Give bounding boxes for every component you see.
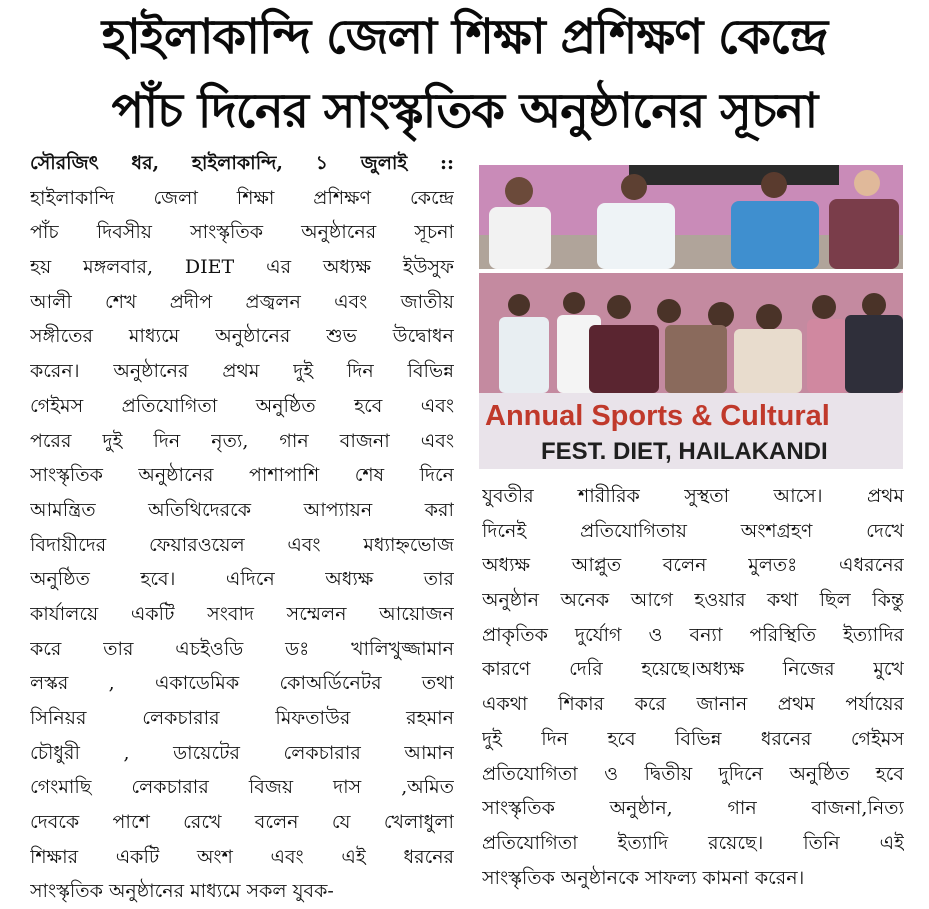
article-text-line: বিদায়ীদের ফেয়ারওয়েল এবং মধ্যাহ্নভোজ xyxy=(30,533,454,556)
article-text-line: আলী শেখ প্রদীপ প্রজ্বলন এবং জাতীয় xyxy=(30,290,454,313)
article-text-line: একথা শিকার করে জানান প্রথম পর্যায়ের xyxy=(482,693,904,716)
article-text-line: করে তার এচইওডি ডঃ খালিখুজ্জামান xyxy=(30,637,454,660)
article-text-line: দুই দিন হবে বিভিন্ন ধরনের গেইমস xyxy=(482,727,904,750)
event-photo-illustration xyxy=(479,165,903,469)
article-text-line: অনুষ্ঠিত হবে। এদিনে অধ্যক্ষ তার xyxy=(30,568,454,591)
article-text-line: সাংস্কৃতিক অনুষ্ঠানের পাশাপাশি শেষ দিনে xyxy=(30,464,454,487)
article-text-line: অনুষ্ঠান অনেক আগে হওয়ার কথা ছিল কিন্তু xyxy=(482,589,904,612)
article-text-line: কার্যালয়ে একটি সংবাদ সম্মেলন আয়োজন xyxy=(30,602,454,625)
article-text-line: প্রতিযোগিতা ও দ্বিতীয় দুদিনে অনুষ্ঠিত হবে xyxy=(482,762,904,785)
article-text-line: হাইলাকান্দি জেলা শিক্ষা প্রশিক্ষণ কেন্দ্রে xyxy=(30,186,454,209)
article-text-line: গেইমস প্রতিযোগিতা অনুষ্ঠিত হবে এবং xyxy=(30,394,454,417)
banner-title: Annual Sports & Cultural xyxy=(485,400,830,432)
article-right-column xyxy=(482,479,904,895)
banner-subtitle: FEST. DIET, HAILAKANDI xyxy=(541,438,828,465)
article-text-line: লস্কর , একাডেমিক কোঅর্ডিনেটর তথা xyxy=(30,672,454,695)
article-text-line: গেংমাছি লেকচারার বিজয় দাস ,অমিত xyxy=(30,776,454,799)
article-text-line: পাঁচ দিবসীয় সাংস্কৃতিক অনুষ্ঠানের সূচনা xyxy=(30,221,454,244)
article-text-line: আমন্ত্রিত অতিথিদেরকে আপ্যায়ন করা xyxy=(30,498,454,521)
article-text-line: সাংস্কৃতিক অনুষ্ঠান, গান বাজনা,নিত্য xyxy=(482,797,904,820)
article-text-line: চৌধুরী , ডায়েটের লেকচারার আমান xyxy=(30,741,454,764)
article-text-line: পরের দুই দিন নৃত্য, গান বাজনা এবং xyxy=(30,429,454,452)
event-photo xyxy=(479,165,903,469)
article-text-line: হয় মঙ্গলবার, DIET এর অধ্যক্ষ ইউসুফ xyxy=(30,256,454,279)
article-text-line: সাংস্কৃতিক অনুষ্ঠানকে সাফল্য কামনা করেন। xyxy=(482,866,805,889)
article-byline: সৌরজিৎ ধর, হাইলাকান্দি, ১ জুলাই :: xyxy=(30,152,454,174)
article-text-line: করেন। অনুষ্ঠানের প্রথম দুই দিন বিভিন্ন xyxy=(30,360,454,383)
article-text-line: প্রাকৃতিক দুর্যোগ ও বন্যা পরিস্থিতি ইত্যাদির xyxy=(482,623,904,646)
article-text-line: অধ্যক্ষ আপ্লুত বলেন মুলতঃ এধরনের xyxy=(482,554,904,577)
headline-line-2: পাঁচ দিনের সাংস্কৃতিক অনুষ্ঠানের সূচনা xyxy=(111,83,818,139)
article-text-line: সঙ্গীতের মাধ্যমে অনুষ্ঠানের শুভ উদ্বোধন xyxy=(30,325,454,348)
article-text-line: দেবকে পাশে রেখে বলেন যে খেলাধুলা xyxy=(30,811,454,834)
article-text-line: সাংস্কৃতিক অনুষ্ঠানের মাধ্যমে সকল যুবক- xyxy=(30,880,334,903)
article-text-line: সিনিয়র লেকচারার মিফতাউর রহমান xyxy=(30,707,454,729)
article-text-line: দিনেই প্রতিযোগিতায় অংশগ্রহণ দেখে xyxy=(482,519,904,542)
headline-line-1: হাইলাকান্দি জেলা শিক্ষা প্রশিক্ষণ কেন্দ্রে xyxy=(101,9,828,65)
article-text-line: শিক্ষার একটি অংশ এবং এই ধরনের xyxy=(30,845,454,868)
article-text-line: প্রতিযোগিতা ইত্যাদি রয়েছে। তিনি এই xyxy=(482,831,904,854)
article-left-column xyxy=(30,146,454,909)
article-text-line: কারণে দেরি হয়েছে।অধ্যক্ষ নিজের মুখে xyxy=(482,658,904,681)
article-text-line: যুবতীর শারীরিক সুস্থতা আসে। প্রথম xyxy=(482,485,904,507)
